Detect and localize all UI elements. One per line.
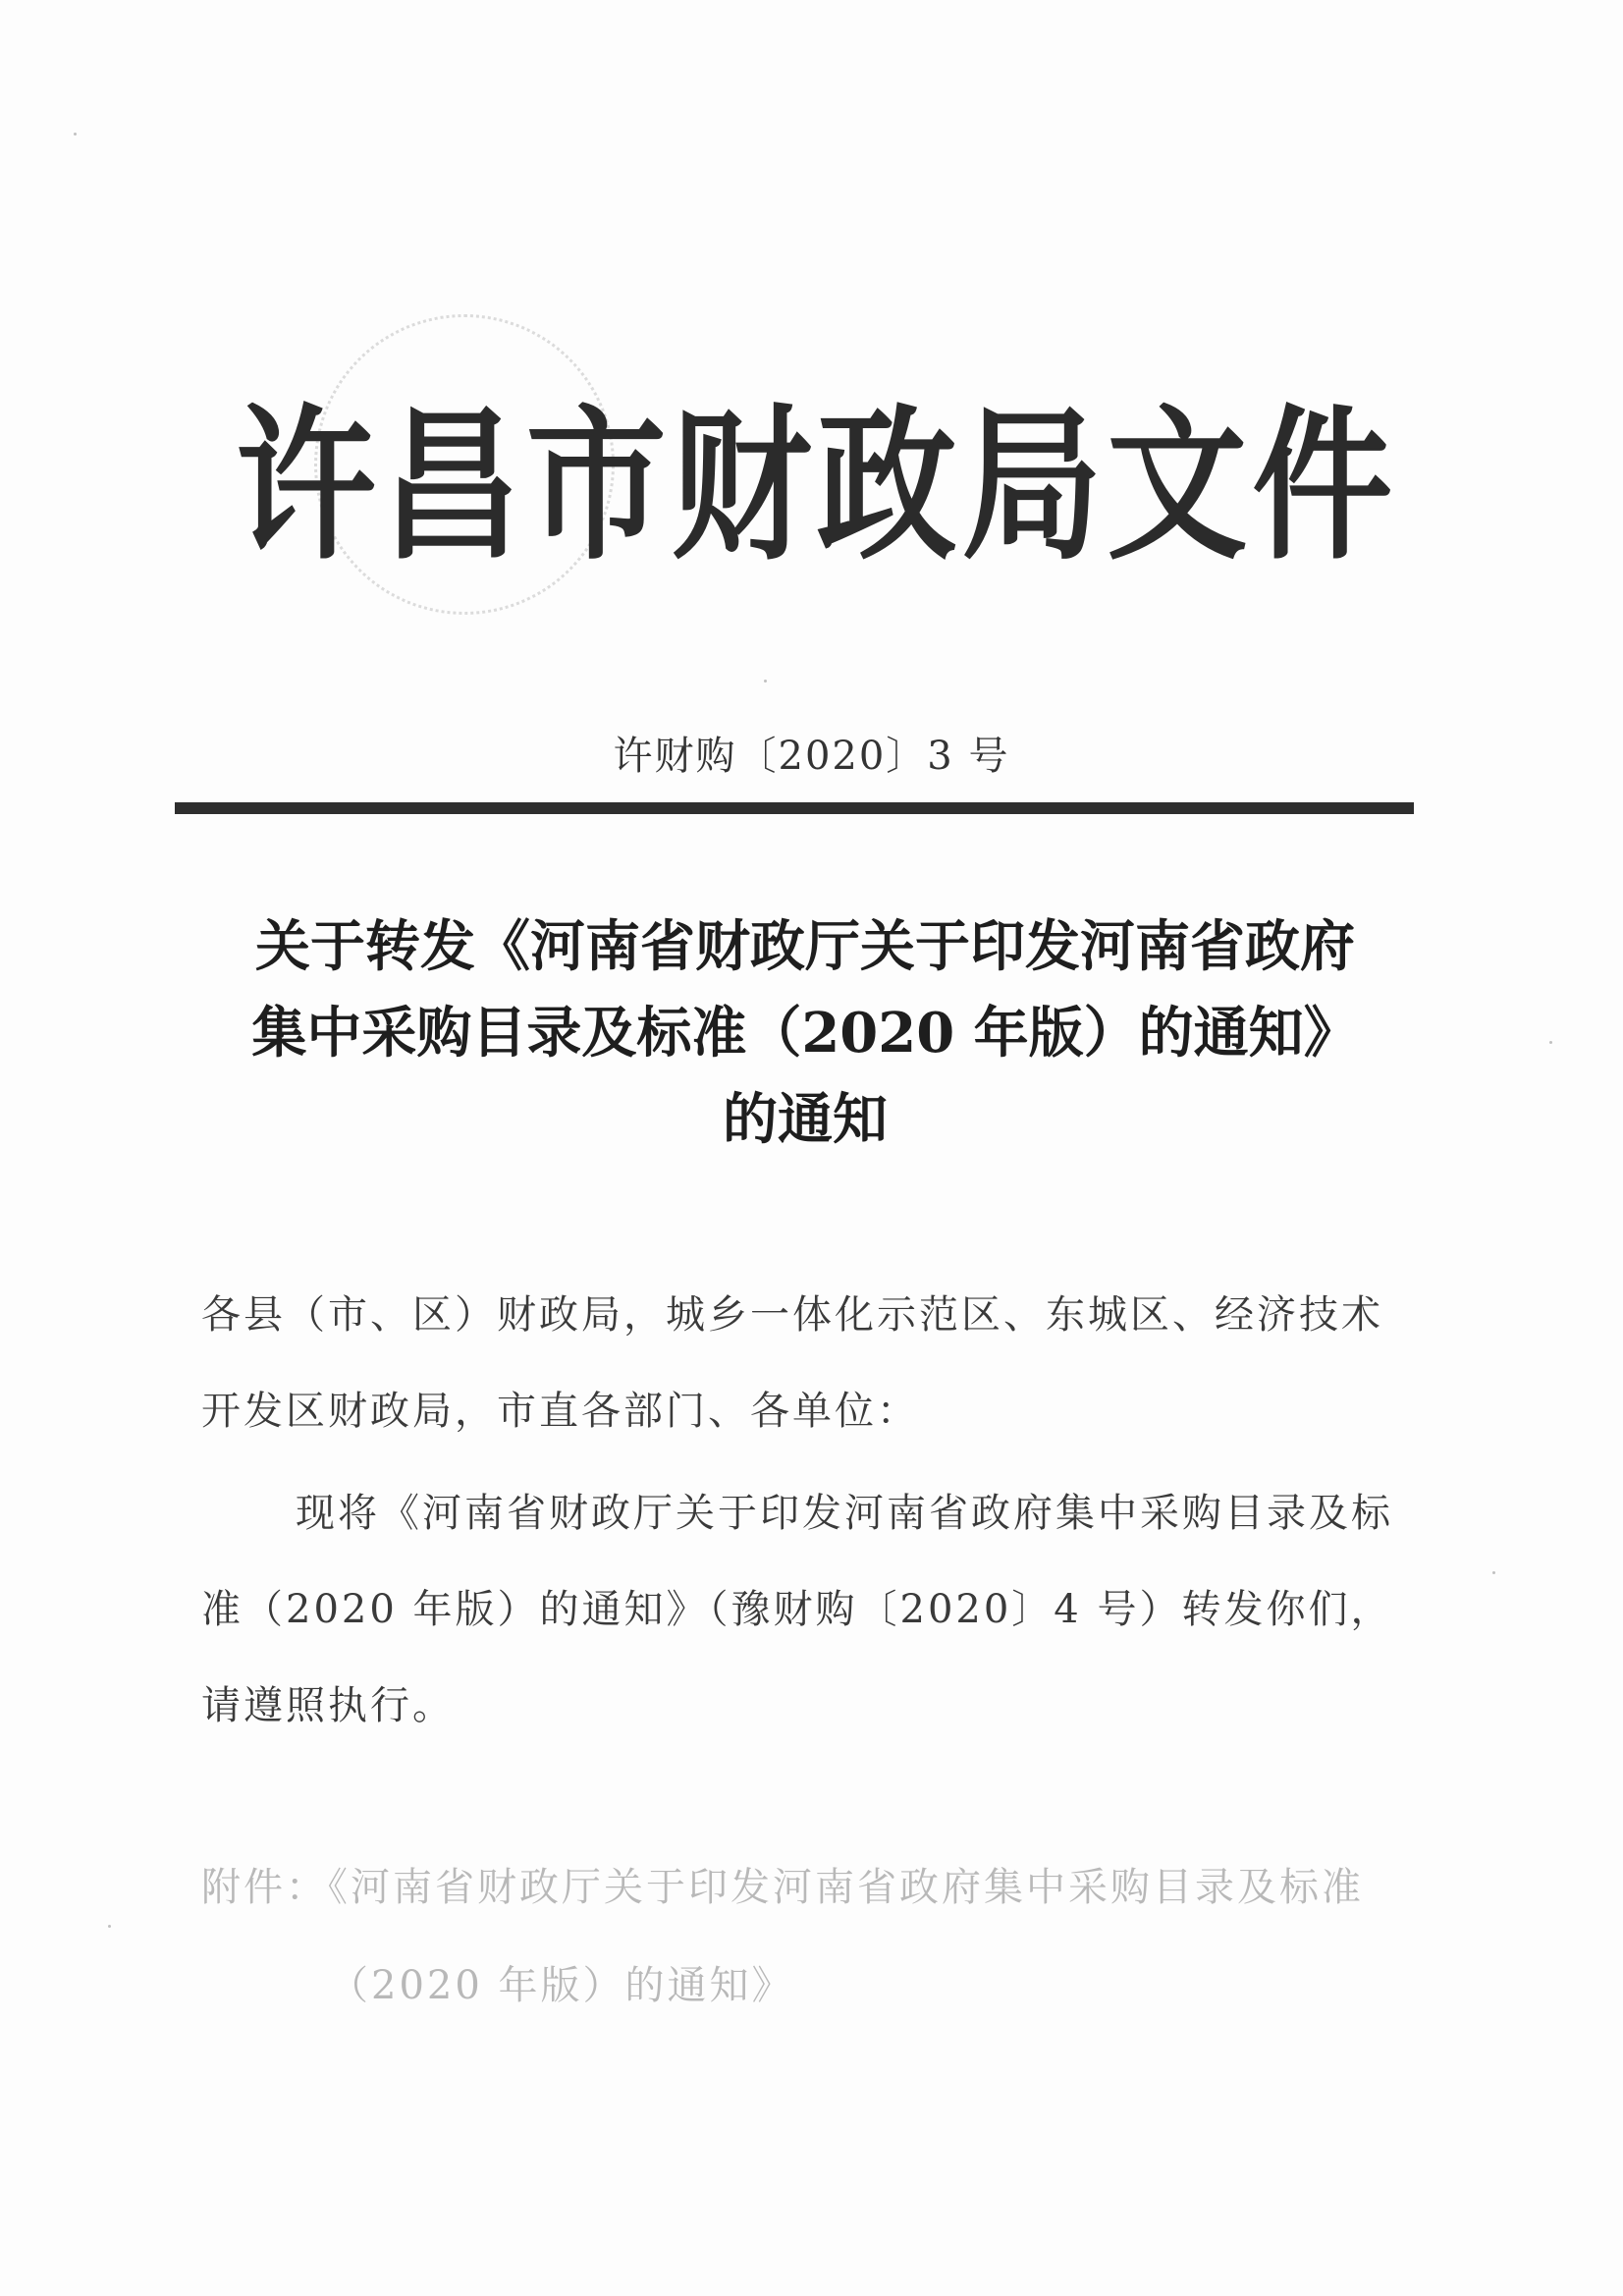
scan-speck xyxy=(1492,1571,1495,1574)
scan-speck xyxy=(764,680,767,683)
attachment-line-2: （2020 年版）的通知》 xyxy=(329,1963,794,2008)
notice-title xyxy=(187,903,1424,1163)
body-paragraph-text: 现将《河南省财政厅关于印发河南省政府集中采购目录及标准（2020 年版）的通知》（豫财购〔2020〕4 号）转发你们，请遵照执行。 xyxy=(201,1491,1393,1728)
attachment-line-1: 附件：《河南省财政厅关于印发河南省政府集中采购目录及标准 xyxy=(201,1865,1364,1910)
notice-title-line-1: 关于转发《河南省财政厅关于印发河南省政府 xyxy=(255,914,1355,979)
scan-speck xyxy=(1549,1041,1552,1044)
scan-speck xyxy=(108,1925,111,1928)
salutation-text: 各县（市、区）财政局，城乡一体化示范区、东城区、经济技术开发区财政局，市直各部门、各单位： xyxy=(201,1292,1383,1434)
attachment-note xyxy=(201,1838,1419,2035)
notice-title-line-2: 集中采购目录及标准（2020 年版）的通知》 xyxy=(251,1001,1359,1066)
header-divider-rule xyxy=(175,802,1414,814)
document-number: 许财购〔2020〕3 号 xyxy=(613,734,1010,779)
notice-title-line-3: 的通知 xyxy=(723,1087,888,1152)
scan-speck xyxy=(74,133,77,136)
body-paragraph xyxy=(201,1465,1409,1754)
document-header-title: 许昌市财政局文件 xyxy=(236,390,1398,582)
